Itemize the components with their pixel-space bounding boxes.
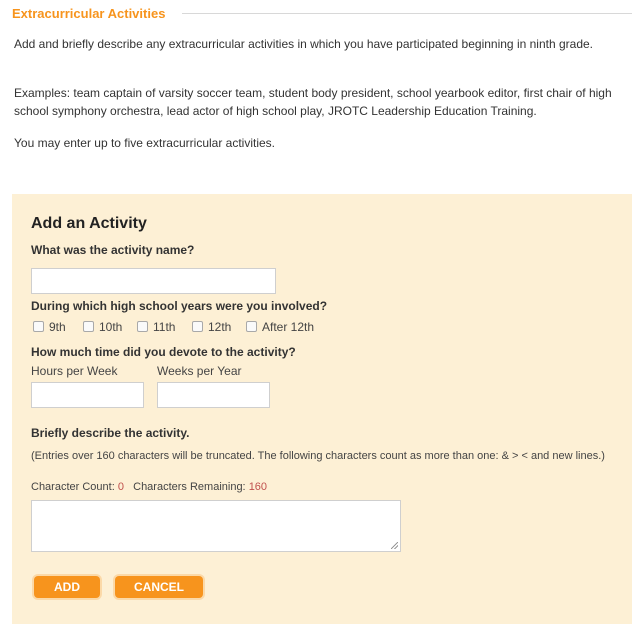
year-label: After 12th [262, 320, 315, 334]
year-checkbox[interactable] [33, 321, 44, 332]
hours-per-week-label: Hours per Week [31, 364, 118, 378]
truncation-hint: (Entries over 160 characters will be truncated. The following characters count as more than one: & > < and new lines.) [31, 450, 605, 462]
add-activity-panel [12, 194, 632, 624]
hours-per-week-input[interactable] [31, 382, 144, 408]
resize-handle-icon[interactable] [391, 542, 398, 549]
year-checkbox[interactable] [137, 321, 148, 332]
char-count-label: Character Count: [31, 481, 115, 493]
char-count-value: 0 [117, 481, 124, 493]
year-checkbox[interactable] [83, 321, 94, 332]
section-header [0, 0, 640, 24]
add-button[interactable]: ADD [34, 576, 100, 598]
activity-name-input[interactable] [31, 268, 276, 294]
activity-name-label: What was the activity name? [31, 243, 195, 257]
intro-paragraph-1: Add and briefly describe any extracurricular activities in which you have participated beginning in ninth grade. [14, 37, 593, 51]
year-label: 12th [208, 320, 232, 334]
year-label: 11th [153, 320, 176, 334]
describe-label: Briefly describe the activity. [31, 426, 190, 440]
description-textarea[interactable] [31, 500, 401, 552]
year-label: 9th [49, 320, 66, 334]
chars-remaining-value: 160 [248, 481, 268, 493]
character-counter [31, 481, 267, 493]
year-checkbox[interactable] [246, 321, 257, 332]
weeks-per-year-input[interactable] [157, 382, 270, 408]
intro-paragraph-3: You may enter up to five extracurricular activities. [14, 136, 276, 150]
cancel-button[interactable]: CANCEL [115, 576, 203, 598]
section-divider [182, 13, 632, 14]
panel-title: Add an Activity [31, 215, 147, 232]
weeks-per-year-label: Weeks per Year [157, 364, 242, 378]
time-label: How much time did you devote to the activity? [31, 345, 296, 359]
years-label: During which high school years were you involved? [31, 299, 328, 313]
section-title: Extracurricular Activities [12, 6, 166, 21]
year-checkbox[interactable] [192, 321, 203, 332]
chars-remaining-label: Characters Remaining: [133, 481, 246, 493]
year-label: 10th [99, 320, 123, 334]
intro-paragraph-2: Examples: team captain of varsity soccer team, student body president, school yearbook editor, first chair of high school symphony orchestra, lead actor of high school play, JROTC Leadership Education Training. [14, 86, 612, 118]
